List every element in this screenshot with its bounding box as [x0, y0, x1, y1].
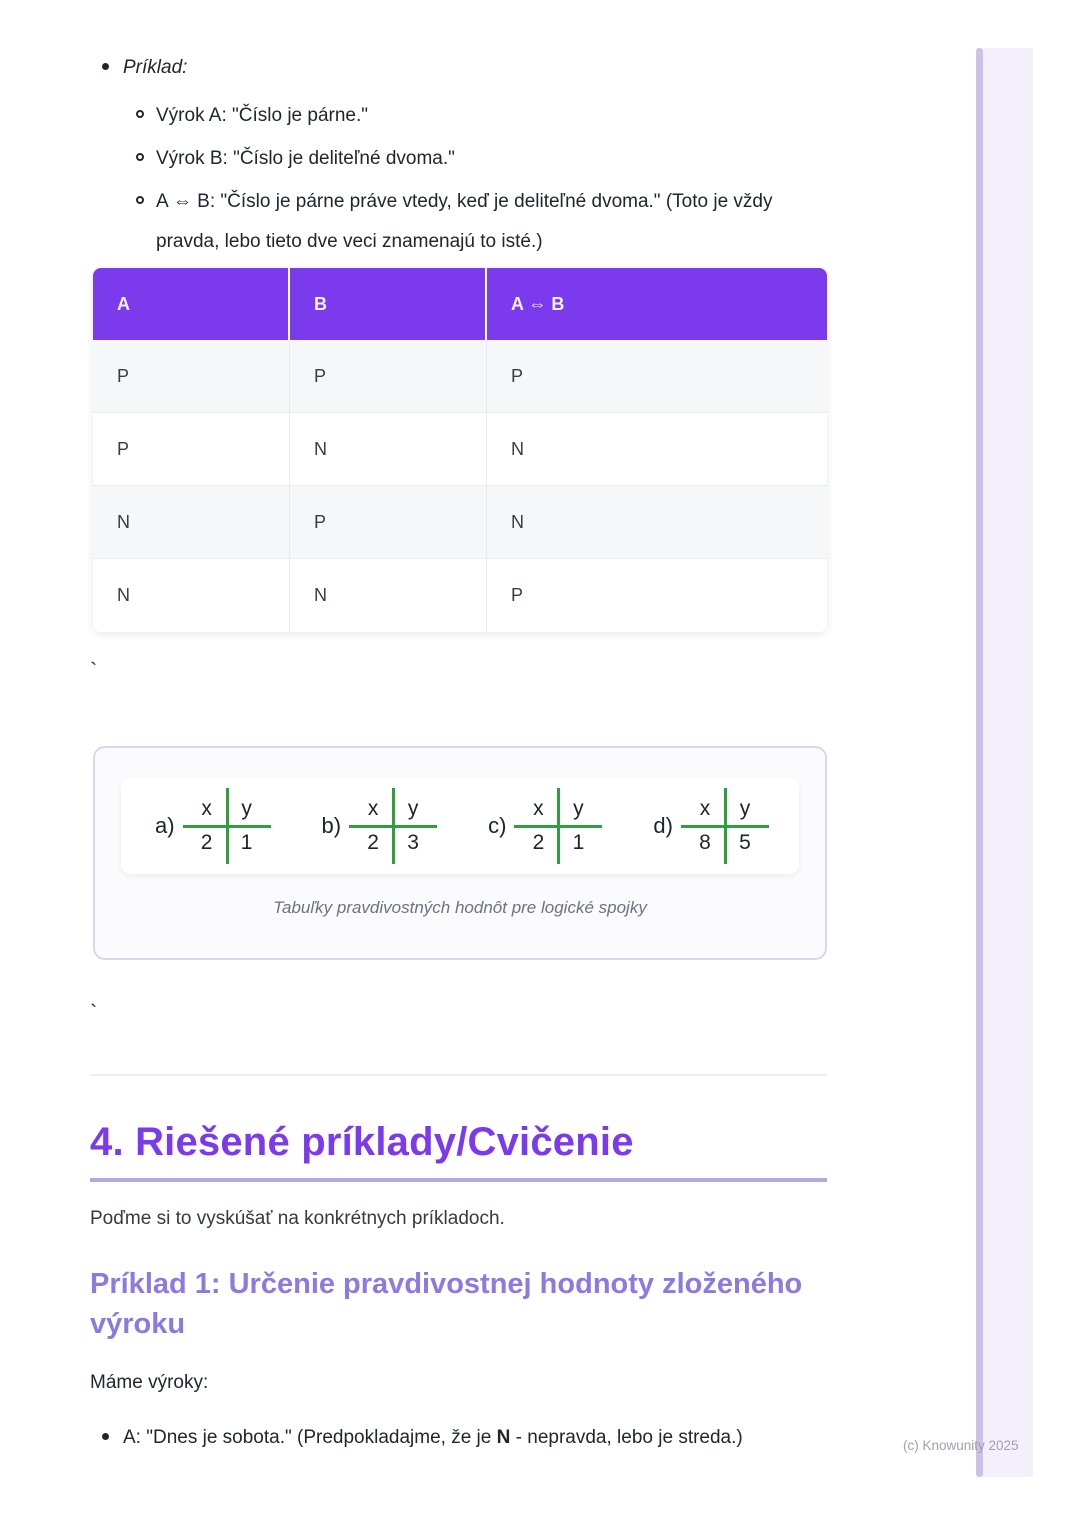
table-cell: N: [93, 559, 290, 632]
bullet-circle-icon: [136, 110, 144, 118]
table-cell: P: [290, 340, 487, 413]
mini-table-label: d): [653, 813, 673, 838]
right-page-panel: [983, 48, 1033, 1477]
statement-a-suffix: - nepravda, lebo je streda.): [510, 1427, 743, 1448]
green-vertical-line: [557, 788, 560, 864]
mini-cell: 2: [532, 831, 545, 854]
cross-table-icon: [187, 796, 267, 856]
mini-cell: y: [573, 797, 584, 820]
cross-table-icon: [518, 796, 598, 856]
bullet-circle-icon: [136, 196, 144, 204]
mini-cell: x: [367, 797, 379, 820]
column-header-a: A: [93, 268, 290, 340]
section-heading: 4. Riešené príklady/Cvičenie: [90, 1120, 634, 1164]
statement-b: Výrok B: "Číslo je deliteľné dvoma.": [156, 148, 455, 169]
table-cell: N: [487, 486, 827, 559]
mini-cell: 2: [367, 831, 379, 854]
table-cell: P: [290, 486, 487, 559]
green-vertical-line: [724, 788, 727, 864]
mini-table-b: [322, 796, 434, 856]
example1-lead: Máme výroky:: [90, 1372, 209, 1393]
mini-table-label: b): [321, 813, 342, 838]
mini-table-d: [653, 796, 765, 856]
statement-a-text: [123, 1422, 743, 1454]
mini-cell: 3: [407, 831, 419, 854]
mini-cell: y: [241, 797, 252, 820]
mini-table-label: c): [488, 813, 507, 838]
truth-table: [93, 268, 827, 632]
mini-cell: x: [699, 797, 711, 820]
green-vertical-line: [392, 788, 395, 864]
cross-table-icon: [685, 796, 765, 856]
section-intro: Poďme si to vyskúšať na konkrétnych príkladoch.: [90, 1208, 505, 1229]
list-item: [90, 182, 810, 262]
figure-card: [121, 778, 799, 874]
table-row: [93, 340, 827, 413]
figure-caption: Tabuľky pravdivostných hodnôt pre logické spojky: [273, 898, 647, 917]
list-item: [90, 96, 810, 136]
mini-cell: 2: [200, 831, 213, 854]
list-item: [90, 48, 810, 88]
table-cell: N: [487, 413, 827, 486]
table-cell: P: [93, 413, 290, 486]
section-divider: [90, 1074, 827, 1076]
table-cell: N: [93, 486, 290, 559]
table-cell: P: [93, 340, 290, 413]
statement-a-bold-n: N: [496, 1427, 511, 1448]
cross-table-icon: [353, 796, 433, 856]
mini-cell: 8: [699, 831, 711, 854]
column-header-a-iff-b: A ⇔ B: [487, 268, 827, 340]
statement-a-prefix: A: "Dnes je sobota." (Predpokladajme, že je: [123, 1427, 497, 1448]
example-list-title: Príklad:: [123, 57, 188, 78]
stray-backtick: `: [90, 1000, 98, 1025]
table-cell: P: [487, 340, 827, 413]
mini-cell: 1: [240, 831, 253, 854]
truth-table-header-row: [93, 268, 827, 340]
mini-cell: y: [739, 797, 751, 820]
table-row: [93, 413, 827, 486]
mini-cell: y: [407, 797, 419, 820]
mini-table-a: [155, 796, 267, 856]
table-cell: N: [290, 413, 487, 486]
statement-a-bullet: [90, 1422, 830, 1454]
statement-a: Výrok A: "Číslo je párne.": [156, 105, 369, 126]
heading-underline: [90, 1178, 827, 1182]
figure-box: [93, 746, 827, 960]
mini-cell: x: [533, 797, 544, 820]
green-vertical-line: [226, 788, 229, 864]
example1-heading: Príklad 1: Určenie pravdivostnej hodnoty zloženého výroku: [90, 1268, 803, 1340]
mini-table-c: [488, 796, 598, 856]
column-header-b: B: [290, 268, 487, 340]
bullet-dot-icon: [102, 63, 109, 70]
mini-cell: 5: [739, 831, 751, 854]
bullet-circle-icon: [136, 153, 144, 161]
table-row: [93, 559, 827, 632]
mini-table-label: a): [155, 813, 175, 838]
copyright-text: (c) Knowunity 2025: [903, 1438, 1019, 1453]
stray-backtick: `: [90, 658, 98, 683]
mini-cell: x: [201, 797, 212, 820]
table-cell: N: [290, 559, 487, 632]
mini-cell: 1: [572, 831, 585, 854]
bullet-dot-icon: [102, 1433, 109, 1440]
table-cell: P: [487, 559, 827, 632]
statement-equivalence: A ⇔ B: "Číslo je párne práve vtedy, keď je deliteľné dvoma." (Toto je vždy pravda, lebo tieto dve veci znamenajú to isté.): [156, 191, 773, 252]
table-row: [93, 486, 827, 559]
list-item: [90, 139, 810, 179]
scrollbar-thumb[interactable]: [976, 48, 983, 1477]
example-bullet-list: [90, 48, 810, 265]
